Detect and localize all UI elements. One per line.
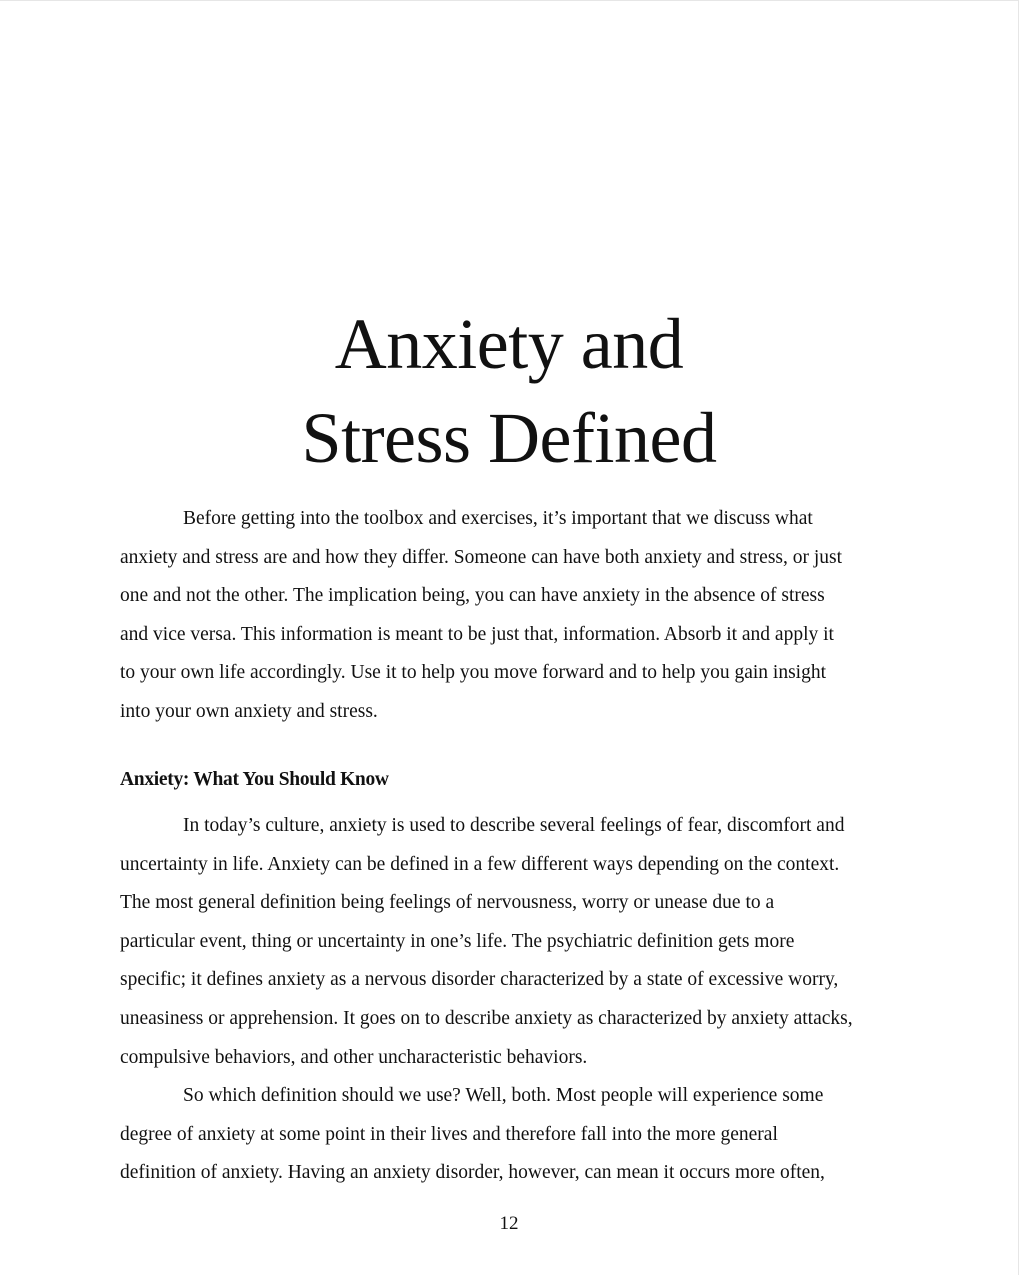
intro-paragraph: Before getting into the toolbox and exercises, it’s important that we discuss what anxiety and stress are and how they differ. Someone can have both anxiety and stress, or just one and not the other. The implication being, you can have anxiety in the absence of stress and vice versa. This information is meant to be just that, information. Absorb it and apply it to your own life accordingly. Use it to help you move forward and to help you gain insight into your own anxiety and stress. — [120, 508, 843, 722]
intro-block — [120, 500, 920, 732]
section-paragraph-2: So which definition should we use? Well, both. Most people will experience some degree of anxiety at some point in their lives and therefore fall into the more general definition of anxiety. Having an anxiety disorder, however, can mean it occurs more often, — [120, 1085, 825, 1184]
section-heading: Anxiety: What You Should Know — [120, 769, 389, 790]
section-body — [120, 807, 920, 1193]
chapter-title-line-1: Anxiety and — [334, 304, 684, 384]
section-paragraph-1: In today’s culture, anxiety is used to describe several feelings of fear, discomfort and uncertainty in life. Anxiety can be defined in a few different ways depending on the context. The most general definition being feelings of nervousness, worry or unease due to a particular event, thing or uncertainty in one’s life. The psychiatric definition gets more specific; it defines anxiety as a nervous disorder characterized by a state of excessive worry, uneasiness or apprehension. It goes on to describe anxiety as characterized by anxiety attacks, compulsive behaviors, and other uncharacteristic behaviors. — [120, 815, 853, 1068]
chapter-title-line-2: Stress Defined — [301, 398, 717, 478]
page-number: 12 — [499, 1213, 519, 1234]
chapter-title — [0, 297, 1018, 485]
